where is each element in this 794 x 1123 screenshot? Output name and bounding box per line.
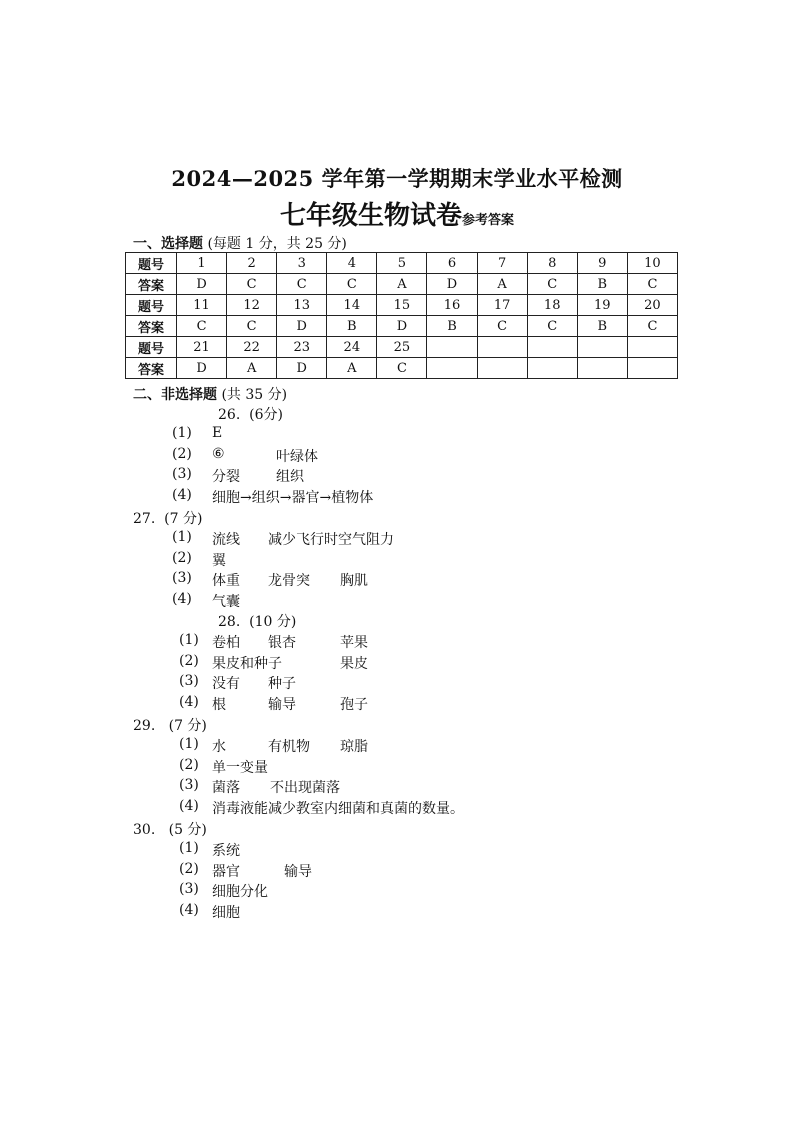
q26-answer-text: 细胞→组织→器官→植物体: [212, 490, 374, 507]
question-number-cell: 11: [177, 295, 227, 316]
q26-item-number: (2): [172, 445, 192, 462]
section1-heading: [133, 233, 347, 253]
q27-item-number: (4): [172, 591, 192, 608]
question-number-row: [126, 337, 678, 358]
question-number-cell: 21: [177, 337, 227, 358]
answer-cell: [527, 358, 577, 379]
q29-item-number: (4): [179, 798, 199, 815]
question-number-cell: 8: [527, 253, 577, 274]
q28-answer-text: 根: [212, 697, 226, 714]
section1-title: 一、选择题: [133, 236, 203, 252]
q28-item-number: (3): [179, 673, 199, 690]
q30-answer-text: 系统: [212, 843, 240, 859]
question-number-cell: [577, 337, 627, 358]
q30-answer-text: 器官: [212, 863, 240, 880]
q30-item-number: (3): [179, 881, 199, 898]
q28-answer-text: 苹果: [340, 635, 368, 651]
question-number-cell: [627, 337, 677, 358]
q28-item-number: (1): [179, 632, 199, 648]
q29-answer-text: 琼脂: [340, 739, 368, 755]
subtitle-note: 参考答案: [462, 213, 515, 228]
q30-item-number: (2): [179, 860, 199, 877]
section1-note: (每题 1 分，共 25 分): [207, 236, 347, 252]
q30-answer-text: 输导: [284, 863, 312, 880]
question-number-row: [126, 253, 678, 274]
answer-cell: C: [627, 274, 677, 295]
q27-answer-text: 体重: [212, 573, 240, 590]
answer-cell: C: [527, 316, 577, 337]
q30-item-number: (4): [179, 902, 199, 919]
answer-cell: [627, 358, 677, 379]
question-number-cell: 13: [277, 295, 327, 316]
answer-cell: C: [477, 316, 527, 337]
question-number-cell: 12: [227, 295, 277, 316]
question-number-cell: 17: [477, 295, 527, 316]
row-label-answer: 答案: [126, 316, 177, 337]
answer-table: [125, 252, 678, 379]
answer-cell: D: [277, 358, 327, 379]
q29-answer-text: 单一变量: [212, 759, 268, 776]
q29-item-number: (1): [179, 736, 199, 752]
question-number-cell: 14: [327, 295, 377, 316]
q26-answer-text: 叶绿体: [276, 448, 318, 465]
question-number-cell: 25: [377, 337, 427, 358]
section2-title: 二、非选择题: [133, 387, 217, 403]
question-number-cell: 23: [277, 337, 327, 358]
answer-cell: C: [177, 316, 227, 337]
q29-answer-text: 水: [212, 739, 226, 755]
answer-cell: D: [277, 316, 327, 337]
answer-cell: D: [377, 316, 427, 337]
q27-answer-text: 流线: [212, 532, 240, 548]
answer-cell: D: [177, 358, 227, 379]
answer-cell: C: [377, 358, 427, 379]
q27-answer-text: 胸肌: [340, 573, 368, 590]
row-label-answer: 答案: [126, 274, 177, 295]
q30-item-number: (1): [179, 840, 199, 856]
q28-item-number: (4): [179, 694, 199, 711]
q26-item-number: (3): [172, 466, 192, 483]
answer-cell: C: [327, 274, 377, 295]
answer-row: [126, 274, 678, 295]
answer-cell: A: [477, 274, 527, 295]
answer-row: [126, 316, 678, 337]
q26-title: 26. (6分): [218, 407, 283, 423]
answer-cell: D: [427, 274, 477, 295]
q26-answer-text: 组织: [276, 469, 304, 486]
exam-subtitle: [0, 195, 794, 232]
q29-answer-text: 有机物: [268, 739, 310, 755]
q28-title: 28. (10 分): [218, 614, 297, 630]
answer-cell: C: [627, 316, 677, 337]
answer-cell: A: [377, 274, 427, 295]
row-label-question: 题号: [126, 253, 177, 274]
q28-answer-text: 没有: [212, 676, 240, 693]
q28-answer-text: 果皮: [340, 655, 368, 672]
q27-answer-text: 减少飞行时空气阻力: [268, 532, 394, 548]
question-number-cell: [477, 337, 527, 358]
question-number-cell: 6: [427, 253, 477, 274]
exam-title: 2024—2025 学年第一学期期末学业水平检测: [171, 166, 623, 191]
answer-cell: C: [527, 274, 577, 295]
subtitle-main: 七年级生物试卷: [279, 201, 462, 231]
q28-answer-text: 输导: [268, 697, 296, 714]
q29-answer-text: 消毒液能减少教室内细菌和真菌的数量。: [212, 801, 464, 818]
question-number-cell: [527, 337, 577, 358]
answer-cell: B: [577, 274, 627, 295]
question-number-cell: [427, 337, 477, 358]
row-label-question: 题号: [126, 337, 177, 358]
q30-answer-text: 细胞分化: [212, 884, 268, 901]
question-number-cell: 16: [427, 295, 477, 316]
answer-cell: A: [327, 358, 377, 379]
q28-answer-text: 果皮和种子: [212, 655, 282, 672]
question-number-cell: 4: [327, 253, 377, 274]
q27-answer-text: 气囊: [212, 594, 240, 611]
q28-answer-text: 种子: [268, 676, 296, 693]
answer-cell: C: [277, 274, 327, 295]
q27-item-number: (1): [172, 529, 192, 545]
row-label-answer: 答案: [126, 358, 177, 379]
answer-cell: [577, 358, 627, 379]
q30-title: 30. (5 分): [133, 822, 207, 838]
q26-answer-text: E: [212, 425, 223, 441]
question-number-cell: 20: [627, 295, 677, 316]
q29-answer-text: 不出现菌落: [270, 780, 340, 797]
row-label-question: 题号: [126, 295, 177, 316]
question-number-cell: 3: [277, 253, 327, 274]
section2-note: (共 35 分): [221, 387, 288, 403]
q28-item-number: (2): [179, 652, 199, 669]
question-number-cell: 1: [177, 253, 227, 274]
question-number-cell: 9: [577, 253, 627, 274]
question-number-cell: 24: [327, 337, 377, 358]
question-number-cell: 19: [577, 295, 627, 316]
question-number-cell: 10: [627, 253, 677, 274]
q26-answer-text: ⑥: [212, 445, 225, 462]
q27-item-number: (3): [172, 570, 192, 587]
q26-answer-text: 分裂: [212, 469, 240, 486]
q29-title: 29. (7 分): [133, 718, 207, 734]
answer-cell: B: [427, 316, 477, 337]
answer-cell: [477, 358, 527, 379]
answer-cell: B: [577, 316, 627, 337]
q26-item-number: (1): [172, 425, 192, 441]
q28-answer-text: 卷柏: [212, 635, 240, 651]
answer-cell: D: [177, 274, 227, 295]
answer-cell: B: [327, 316, 377, 337]
question-number-cell: 22: [227, 337, 277, 358]
q30-answer-text: 细胞: [212, 905, 240, 922]
question-number-cell: 18: [527, 295, 577, 316]
question-number-cell: 15: [377, 295, 427, 316]
answer-cell: A: [227, 358, 277, 379]
section2-heading: [133, 384, 287, 404]
q27-item-number: (2): [172, 549, 192, 566]
q29-item-number: (3): [179, 777, 199, 794]
q27-answer-text: 翼: [212, 552, 226, 569]
q27-answer-text: 龙骨突: [268, 573, 310, 590]
q26-item-number: (4): [172, 487, 192, 504]
answer-row: [126, 358, 678, 379]
answer-cell: C: [227, 274, 277, 295]
q29-answer-text: 菌落: [212, 780, 240, 797]
question-number-cell: 5: [377, 253, 427, 274]
q29-item-number: (2): [179, 756, 199, 773]
question-number-cell: 7: [477, 253, 527, 274]
answer-cell: C: [227, 316, 277, 337]
q27-title: 27. (7 分): [133, 511, 203, 527]
question-number-cell: 2: [227, 253, 277, 274]
q28-answer-text: 银杏: [268, 635, 296, 651]
question-number-row: [126, 295, 678, 316]
q28-answer-text: 孢子: [340, 697, 368, 714]
answer-cell: [427, 358, 477, 379]
